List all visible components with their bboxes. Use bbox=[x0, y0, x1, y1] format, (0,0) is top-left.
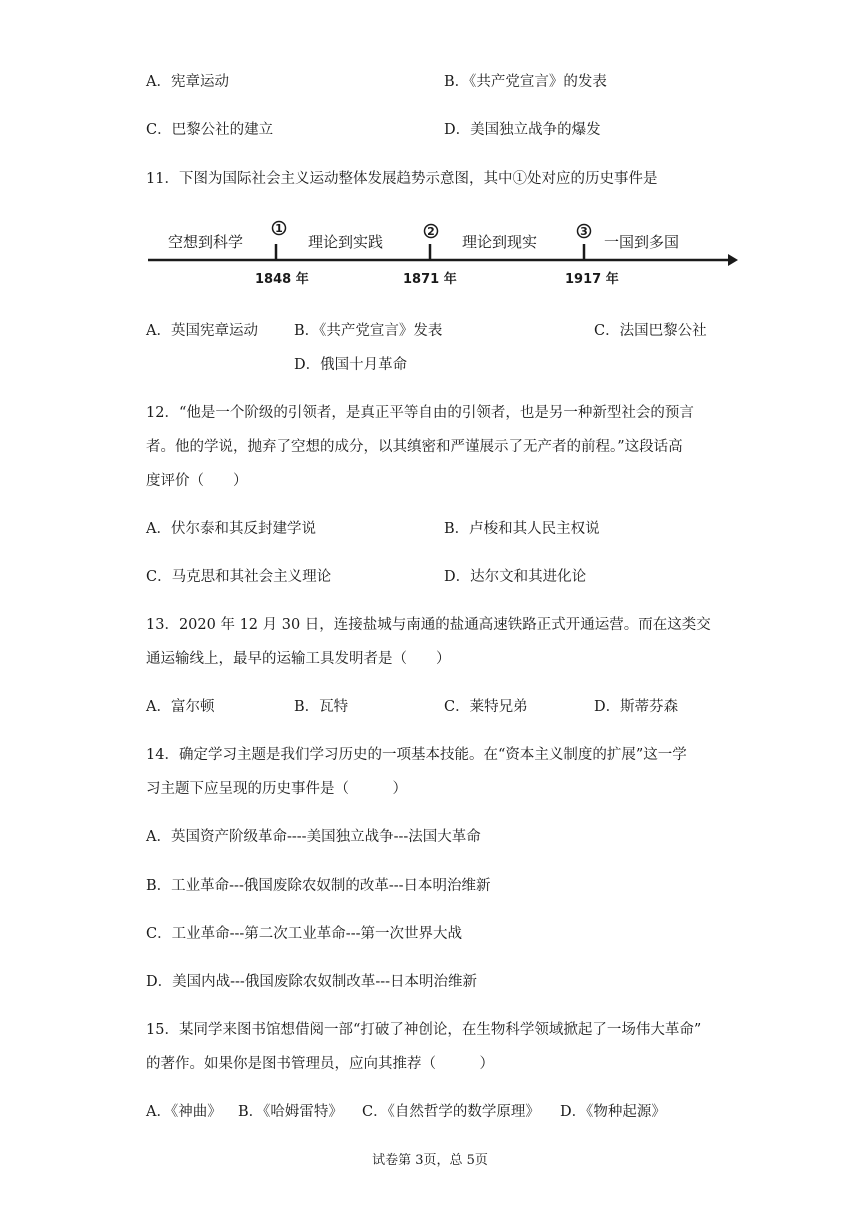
q12-option-b: B．卢梭和其人民主权说 bbox=[444, 521, 600, 537]
q11-option-b: B．《共产党宣言》发表 bbox=[294, 323, 443, 339]
q10-option-b: B．《共产党宣言》的发表 bbox=[444, 74, 607, 90]
q14-option-d: D．美国内战---俄国废除农奴制改革---日本明治维新 bbox=[146, 974, 478, 990]
q10-option-d: D．美国独立战争的爆发 bbox=[444, 122, 601, 138]
timeline-arrow-icon bbox=[728, 254, 738, 266]
q15-option-b: B．《哈姆雷特》 bbox=[238, 1104, 343, 1120]
q13-stem-line-2: 通运输线上，最早的运输工具发明者是（ ） bbox=[146, 651, 451, 667]
timeline-marker-3: 3 bbox=[580, 225, 588, 238]
timeline-marker-1: 1 bbox=[275, 222, 283, 235]
q11-option-d: D．俄国十月革命 bbox=[294, 357, 408, 373]
timeline-year-1917: 1917 年 bbox=[565, 272, 619, 287]
q11-option-c: C．法国巴黎公社 bbox=[594, 323, 707, 339]
q11-option-a: A．英国宪章运动 bbox=[146, 323, 258, 339]
q12-stem-line-1: 12．“他是一个阶级的引领者，是真正平等自由的引领者，也是另一种新型社会的预言 bbox=[146, 405, 694, 421]
timeline-stage-4: 一国到多国 bbox=[604, 233, 680, 251]
timeline-marker-2: 2 bbox=[427, 225, 435, 238]
timeline-stage-2: 理论到实践 bbox=[308, 233, 384, 251]
q15-stem-line-2: 的著作。如果你是图书管理员，应向其推荐（ ） bbox=[146, 1056, 494, 1072]
q14-stem-line-1: 14．确定学习主题是我们学习历史的一项基本技能。在“资本主义制度的扩展”这一学 bbox=[146, 747, 687, 763]
timeline-stage-3: 理论到现实 bbox=[462, 233, 538, 251]
q15-option-d: D．《物种起源》 bbox=[560, 1104, 666, 1120]
q13-option-a: A．富尔顿 bbox=[146, 699, 215, 715]
q14-option-b: B．工业革命---俄国废除农奴制的改革---日本明治维新 bbox=[146, 878, 491, 894]
q13-option-b: B．瓦特 bbox=[294, 699, 349, 715]
q15-option-a: A．《神曲》 bbox=[146, 1104, 222, 1120]
q12-stem-line-3: 度评价（ ） bbox=[146, 473, 248, 489]
q11-stem: 11．下图为国际社会主义运动整体发展趋势示意图，其中①处对应的历史事件是 bbox=[146, 171, 658, 187]
q14-option-a: A．英国资产阶级革命----美国独立战争---法国大革命 bbox=[146, 829, 481, 845]
q10-option-c: C．巴黎公社的建立 bbox=[146, 122, 274, 138]
q15-stem-line-1: 15．某同学来图书馆想借阅一部“打破了神创论，在生物科学领域掀起了一场伟大革命” bbox=[146, 1022, 702, 1038]
q12-option-c: C．马克思和其社会主义理论 bbox=[146, 569, 332, 585]
q13-stem-line-1: 13．2020 年 12 月 30 日，连接盐城与南通的盐通高速铁路正式开通运营。而在这类交 bbox=[146, 617, 711, 633]
timeline-year-1848: 1848 年 bbox=[255, 272, 309, 287]
socialism-timeline-diagram bbox=[146, 214, 746, 294]
page-footer: 试卷第 3页，总 5页 bbox=[372, 1153, 488, 1168]
q12-option-a: A．伏尔泰和其反封建学说 bbox=[146, 521, 316, 537]
timeline-stage-1: 空想到科学 bbox=[168, 233, 244, 251]
q14-option-c: C．工业革命---第二次工业革命---第一次世界大战 bbox=[146, 926, 462, 942]
q10-option-a: A．宪章运动 bbox=[146, 74, 229, 90]
q15-option-c: C．《自然哲学的数学原理》 bbox=[362, 1104, 540, 1120]
q13-option-d: D．斯蒂芬森 bbox=[594, 699, 679, 715]
timeline-year-1871: 1871 年 bbox=[403, 272, 457, 287]
q13-option-c: C．莱特兄弟 bbox=[444, 699, 528, 715]
q12-stem-line-2: 者。他的学说，抛弃了空想的成分，以其缜密和严谨展示了无产者的前程。”这段话高 bbox=[146, 439, 683, 455]
q14-stem-line-2: 习主题下应呈现的历史事件是（ ） bbox=[146, 781, 407, 797]
q12-option-d: D．达尔文和其进化论 bbox=[444, 569, 587, 585]
